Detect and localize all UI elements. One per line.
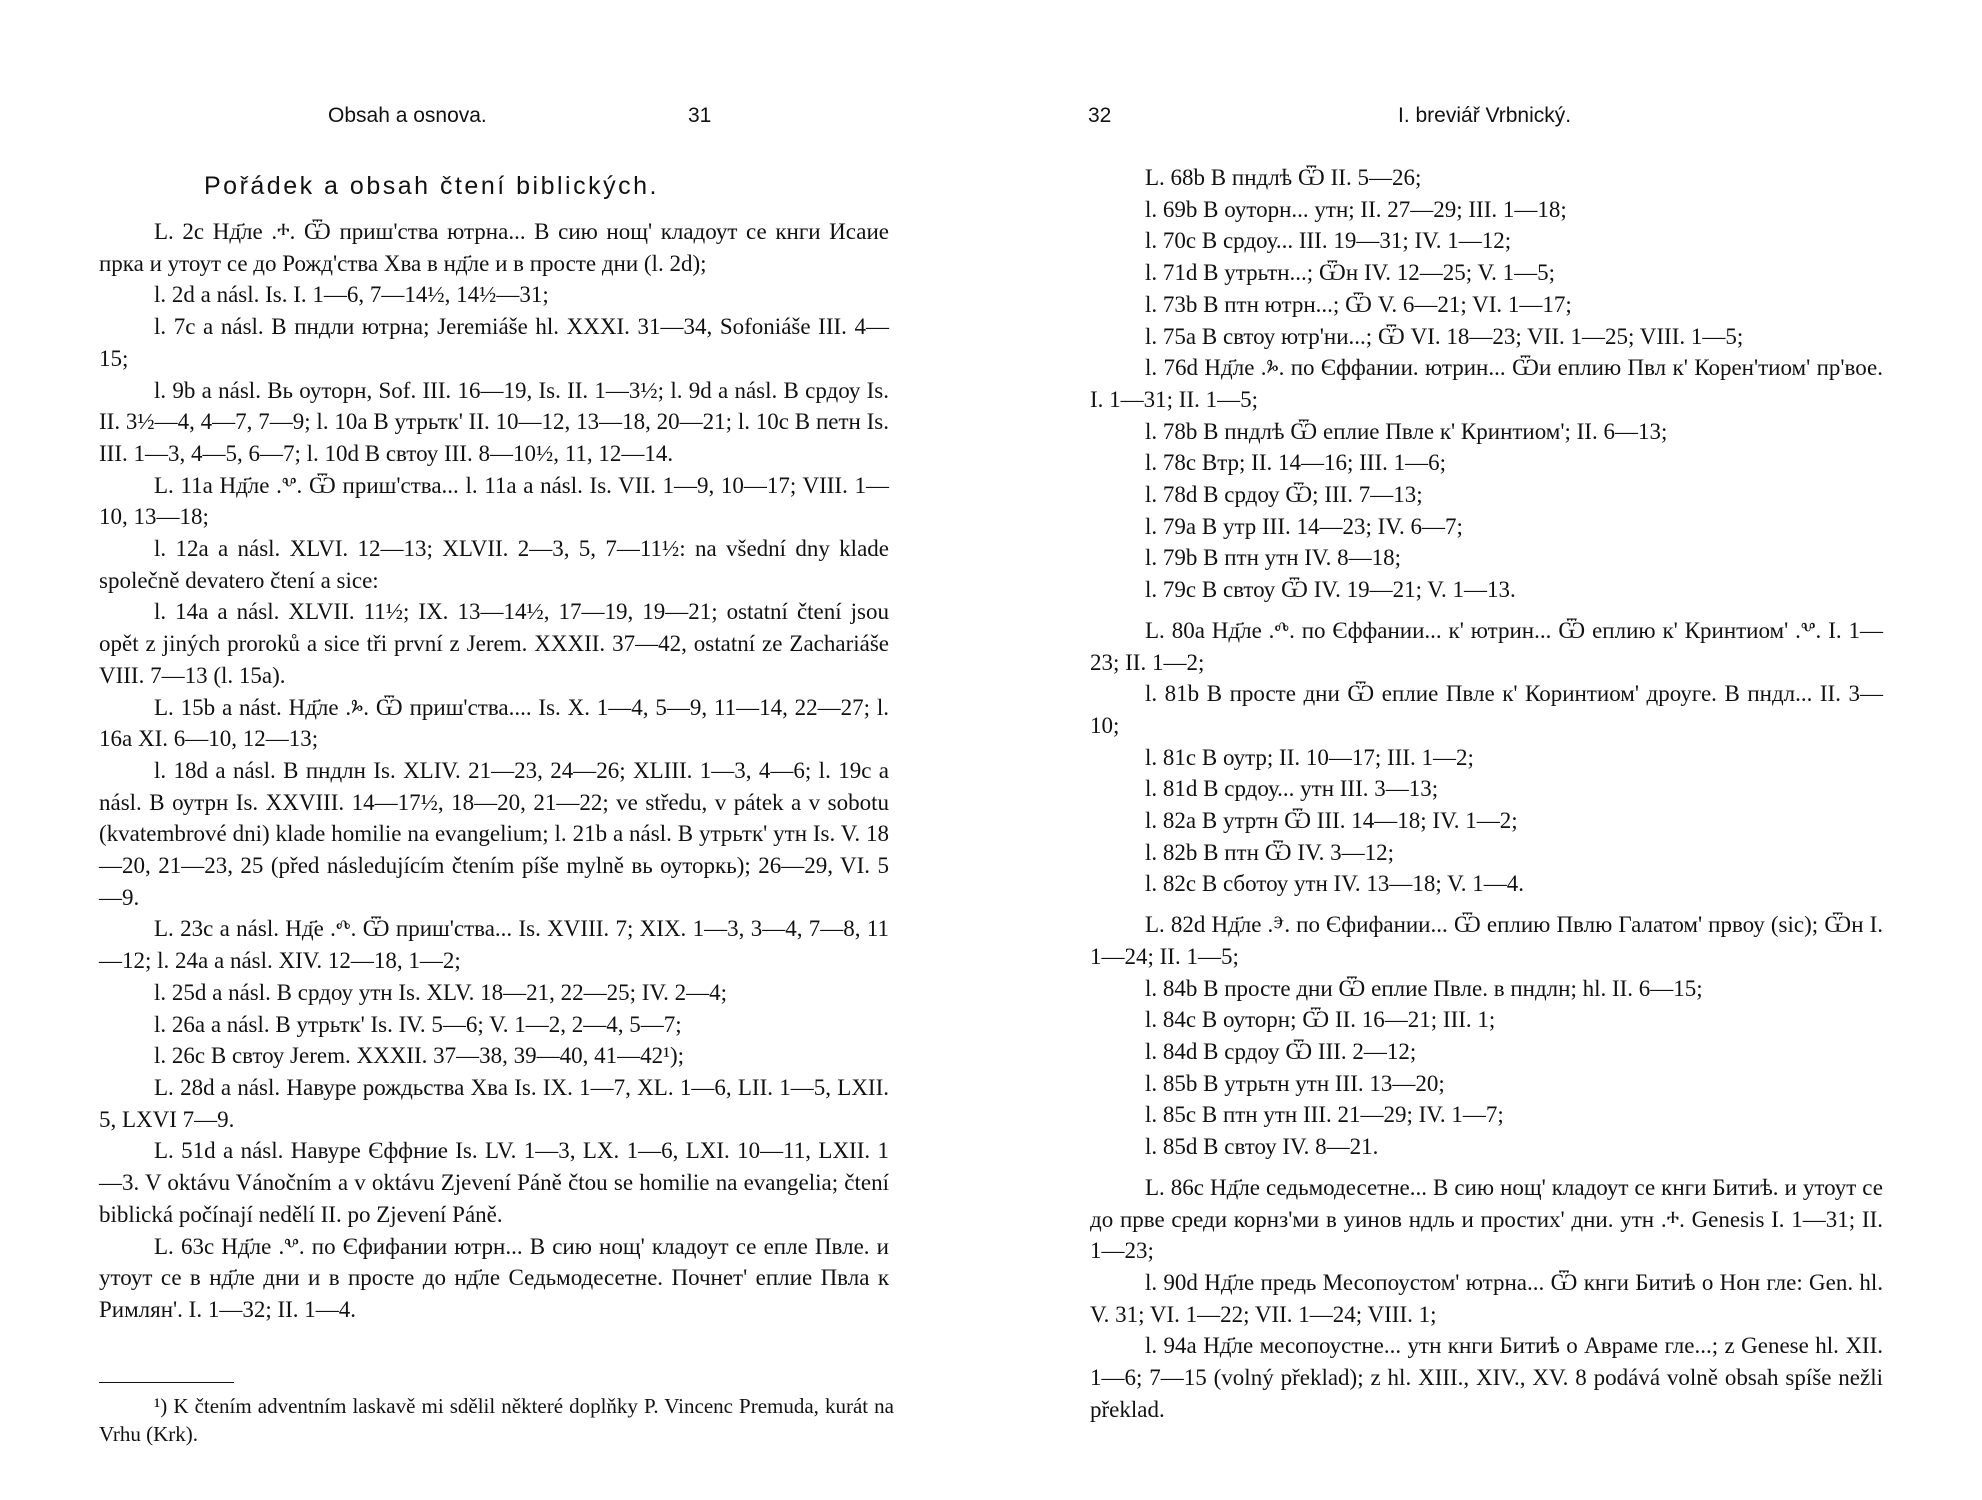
text-paragraph: l. 9b a násl. Вь оуторн, Sof. III. 16—19, Is. II. 1—3½; l. 9d a násl. В срдоу Is. II. 3½—4, 4—7, 7—9; l. 10a В утрьтк' II. 10—12, 13—18, 20—21; l. 10c В петн Is. III. 1—3, 4—5, 6—7; l. 10d В свтоу III. 8—10½, 11, 12—14. — [99, 377, 889, 466]
text-paragraph: l. 25d a násl. В срдоу утн Is. XLV. 18—21, 22—25; IV. 2—4; — [154, 979, 727, 1005]
text-paragraph: l. 85b В утрьтн утн III. 13—20; — [1145, 1070, 1445, 1096]
text-paragraph: l. 85d В свтоу IV. 8—21. — [1145, 1134, 1379, 1160]
text-paragraph: l. 82c В сботоу утн IV. 13—18; V. 1—4. — [1145, 871, 1524, 897]
text-paragraph: l. 18d a násl. В пндлн Is. XLIV. 21—23, 24—26; XLIII. 1—3, 4—6; l. 19c a násl. В оутрн Is. XXVIII. 14—17½, 18—20, 21—22; ve středu, v pátek a v sobotu (kvatembrové dni) klade homilie na evangelium; l. 21b a násl. В утрьтк' утн Is. V. 18—20, 21—23, 25 (před následujícím čtením píše mylně вь оуторкь); 26—29, VI. 5—9. — [99, 757, 889, 910]
running-head-title: Obsah a osnova. — [328, 104, 487, 127]
text-paragraph: l. 26a a násl. В утрьтк' Is. IV. 5—6; V. 1—2, 2—4, 5—7; — [154, 1011, 682, 1037]
text-paragraph: l. 79b В птн утн IV. 8—18; — [1145, 545, 1401, 571]
text-paragraph: L. 11a Нд҃ле .ⰲ. Ѿ приш'ства... l. 11a a násl. Is. VII. 1—9, 10—17; VIII. 1—10, 13—18; — [99, 472, 889, 530]
text-paragraph: l. 84b В просте дни Ѿ еплие Пвле. в пндлн; hl. II. 6—15; — [1145, 975, 1703, 1001]
text-paragraph: L. 63c Нд҃ле .ⰲ. по Єфифании ютрн... В сию нощ' кладоут се епле Пвле. и утоут се в нд҃ле дни и в просте до нд҃ле Седьмодесетне. Почнет' еплие Пвла к Римлян'. I. 1—32; II. 1—4. — [99, 1233, 889, 1322]
text-paragraph: l. 12a a násl. XLVI. 12—13; XLVII. 2—3, 5, 7—11½: na všední dny klade společně devatero čtení a sice: — [99, 536, 889, 593]
text-paragraph: L. 86c Нд҃ле седьмодесетне... В сию нощ' кладоут се кнги Битиѣ. и утоут се до прве среди корнз'ми в уинов ндль и простих' дни. утн .ⰰ. Genesis I. 1—31; II. 1—23; — [1090, 1174, 1883, 1264]
footnote-text: ¹) K čtením adventním laskavě mi sdělil některé doplňky P. Vincenc Premuda, kurát na Vrhu (Krk). — [99, 1394, 894, 1446]
text-paragraph: l. 2d a násl. Is. I. 1—6, 7—14½, 14½—31; — [154, 282, 549, 308]
text-paragraph: l. 78c Втр; II. 14—16; III. 1—6; — [1145, 450, 1446, 476]
left-page — [0, 0, 990, 1500]
text-paragraph: l. 79a В утр III. 14—23; IV. 6—7; — [1145, 513, 1463, 539]
text-paragraph: L. 51d a násl. Навуре Єффние Is. LV. 1—3, LX. 1—6, LXI. 10—11, LXII. 1—3. V oktávu Vánočním a v oktávu Zjevení Páně čtou se homilie na evangelia; čtení biblická počínají nedělí II. po Zjevení Páně. — [99, 1138, 889, 1227]
text-paragraph: l. 90d Нд҃ле предь Месопоустом' ютрна... Ѿ кнги Битиѣ о Нон гле: Gen. hl. V. 31; VI. 1—22; VII. 1—24; VIII. 1; — [1090, 1269, 1883, 1327]
footnote — [99, 1392, 894, 1448]
text-paragraph: L. 15b a nást. Нд҃ле .ⰳ. Ѿ приш'ства.... Is. X. 1—4, 5—9, 11—14, 22—27; l. 16a XI. 6—10, 12—13; — [99, 694, 889, 752]
right-page — [990, 0, 1982, 1500]
text-paragraph: l. 26c В свтоу Jerem. XXXII. 37—38, 39—40, 41—42¹); — [154, 1043, 685, 1069]
text-paragraph: l. 71d В утрьтн...; Ѿн IV. 12—25; V. 1—5; — [1145, 260, 1556, 286]
text-paragraph: l. 78b В пндлѣ Ѿ еплие Пвле к' Кринтиом'; II. 6—13; — [1145, 418, 1668, 444]
page-number: 31 — [688, 104, 712, 127]
text-paragraph: l. 76d Нд҃ле .ⰳ. по Єффании. ютрин... Ѿи еплию Пвл к' Корен'тиом' пр'вое. I. 1—31; II. 1—5; — [1090, 355, 1883, 412]
text-paragraph: L. 28d a násl. Навуре рождьства Хва Is. IX. 1—7, XL. 1—6, LII. 1—5, LXII. 5, LXVI 7—9. — [99, 1074, 889, 1132]
text-paragraph: l. 81d В срдоу... утн III. 3—13; — [1145, 776, 1439, 802]
text-paragraph: l. 94a Нд҃ле месопоустне... утн кнги Битиѣ о Авраме гле...; z Genese hl. XII. 1—6; 7—15 (volný překlad); z hl. XIII., XIV., XV. 8 podává volně obsah spíše nežli překlad. — [1090, 1333, 1883, 1422]
text-paragraph: L. 80a Нд҃ле .ⰴ. по Єффании... к' ютрин... Ѿ еплию к' Кринтиом' .ⰲ. I. 1—23; II. 1—2; — [1090, 617, 1883, 675]
page-number: 32 — [1088, 104, 1112, 127]
running-head-title: I. breviář Vrbnický. — [1398, 104, 1572, 127]
footnote-rule — [99, 1382, 234, 1383]
text-paragraph: L. 23c a násl. Нд҃е .ⰴ. Ѿ приш'ства... Is. XVIII. 7; XIX. 1—3, 3—4, 7—8, 11—12; l. 24a a násl. XIV. 12—18, 1—2; — [99, 916, 889, 974]
text-paragraph: l. 75a В свтоу ютр'ни...; Ѿ VI. 18—23; VII. 1—25; VIII. 1—5; — [1145, 323, 1744, 349]
text-paragraph: l. 7c a násl. В пндли ютрна; Jeremiáše hl. XXXI. 31—34, Sofoniáše III. 4—15; — [99, 314, 889, 371]
text-paragraph: l. 79c В свтоу Ѿ IV. 19—21; V. 1—13. — [1145, 577, 1516, 603]
right-text-column — [1090, 162, 1883, 1425]
text-paragraph: L. 2c Нд҃ле .ⰰ. Ѿ приш'ства ютрна... В сию нощ' кладоут се кнги Исаие прка и утоут се до Рожд'ства Хва в нд҃ле и в просте дни (l. 2d); — [99, 219, 889, 276]
section-title: Pořádek a obsah čtení biblických. — [204, 172, 659, 200]
text-paragraph: l. 73b В птн ютрн...; Ѿ V. 6—21; VI. 1—17; — [1145, 291, 1572, 317]
text-paragraph: l. 81c В оутр; II. 10—17; III. 1—2; — [1145, 744, 1474, 770]
text-paragraph: l. 78d В срдоу Ѿ; III. 7—13; — [1145, 482, 1423, 508]
text-paragraph: l. 69b В оуторн... утн; II. 27—29; III. 1—18; — [1145, 196, 1567, 222]
text-paragraph: l. 82a В утртн Ѿ III. 14—18; IV. 1—2; — [1145, 808, 1518, 834]
left-text-column — [99, 216, 889, 1326]
text-paragraph: l. 14a a násl. XLVII. 11½; IX. 13—14½, 17—19, 19—21; ostatní čtení jsou opět z jiných proroků a sice tři první z Jerem. XXXII. 37—42, ostatní ze Zachariáše VIII. 7—13 (l. 15a). — [99, 599, 889, 688]
text-paragraph: L. 82d Нд҃ле .ⰵ. по Єфифании... Ѿ еплию Пвлю Галатом' првоу (sic); Ѿн I. 1—24; II. 1—5; — [1090, 912, 1883, 969]
text-paragraph: L. 68b В пндлѣ Ѿ II. 5—26; — [1145, 165, 1422, 190]
text-paragraph: l. 85c В птн утн III. 21—29; IV. 1—7; — [1145, 1102, 1504, 1128]
text-paragraph: l. 81b В просте дни Ѿ еплие Пвле к' Коринтиом' дроуге. В пндл... II. 3—10; — [1090, 681, 1883, 738]
text-paragraph: l. 84c В оуторн; Ѿ II. 16—21; III. 1; — [1145, 1007, 1496, 1033]
text-paragraph: l. 82b В птн Ѿ IV. 3—12; — [1145, 839, 1395, 865]
text-paragraph: l. 84d В срдоу Ѿ III. 2—12; — [1145, 1038, 1417, 1064]
text-paragraph: l. 70c В срдоу... III. 19—31; IV. 1—12; — [1145, 228, 1512, 254]
